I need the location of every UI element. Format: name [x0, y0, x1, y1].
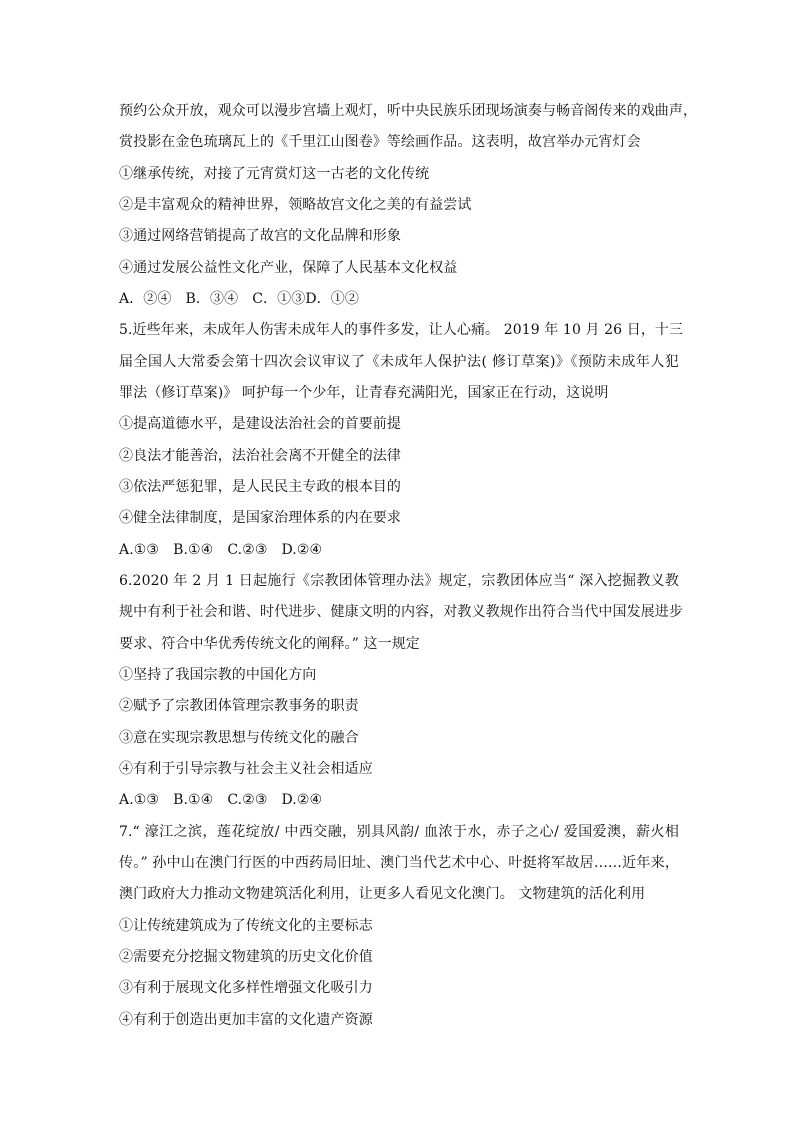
q7-choice-3: ③有利于展现文化多样性增强文化吸引力: [119, 980, 373, 996]
q7-choice-4: ④有利于创造出更加丰富的文化遗产资源: [119, 1012, 373, 1028]
q6-choice-2: ②赋予了宗教团体管理宗教事务的职责: [119, 698, 359, 714]
q4-choice-3: ③通过网络营销提高了故宫的文化品牌和形象: [119, 228, 401, 244]
q5-stem-line-2: 届全国人大常委会第十四次会议审议了《未成年人保护法( 修订草案)》《预防未成年人犯: [119, 354, 679, 370]
q4-options: [119, 289, 679, 309]
q6-option-d: D.②④: [281, 792, 323, 808]
q4-stem-line-2: 赏投影在金色琉璃瓦上的《千里江山图卷》等绘画作品。这表明，故宫举办元宵灯会: [119, 134, 641, 150]
q6-choice-3: ③意在实现宗教思想与传统文化的融合: [119, 730, 359, 746]
q6-option-c: C.②③: [227, 792, 268, 808]
q5-option-b: B.①④: [173, 542, 214, 558]
q7-choice-2: ②需要充分挖掘文物建筑的历史文化价值: [119, 949, 373, 965]
q5-choice-2: ②良法才能善治，法治社会离不开健全的法律: [119, 448, 401, 464]
q7-stem-line-2: 传。” 孙中山在澳门行医的中西药局旧址、澳门当代艺术中心、叶挺将军故居……近年来，: [119, 855, 679, 871]
q4-stem-line-1: 预约公众开放，观众可以漫步宫墙上观灯，听中央民族乐团现场演奏与畅音阁传来的戏曲声，: [119, 103, 698, 119]
q5-option-c: C.②③: [227, 542, 268, 558]
q5-stem-line-1: 5.近些年来，未成年人伤害未成年人的事件多发，让人心痛。 2019 年 10 月 26 日，十三: [119, 322, 684, 338]
q6-option-b: B.①④: [173, 792, 214, 808]
q6-options: [119, 790, 679, 810]
q4-option-cd: C．①③D．①②: [252, 291, 359, 307]
q6-choice-1: ①坚持了我国宗教的中国化方向: [119, 667, 317, 683]
q6-stem-line-2: 规中有利于社会和谐、时代进步、健康文明的内容，对教义教规作出符合当代中国发展进步: [119, 604, 683, 620]
q6-option-a: A.①③: [119, 792, 160, 808]
q4-choice-2: ②是丰富观众的精神世界，领略故宫文化之美的有益尝试: [119, 197, 472, 213]
q4-option-b: B．③④: [185, 291, 239, 307]
q7-stem-line-1: 7.“ 濠江之滨，莲花绽放/ 中西交融，别具风韵/ 血浓于水，赤子之心/ 爱国爱澳，薪火相: [119, 824, 679, 840]
q5-choice-3: ③依法严惩犯罪，是人民民主专政的根本目的: [119, 479, 401, 495]
q7-choice-1: ①让传统建筑成为了传统文化的主要标志: [119, 918, 373, 934]
q6-stem-line-3: 要求、符合中华优秀传统文化的阐释。” 这一规定: [119, 636, 420, 652]
q6-choice-4: ④有利于引导宗教与社会主义社会相适应: [119, 761, 373, 777]
q5-options: [119, 540, 679, 560]
q5-option-a: A.①③: [119, 542, 160, 558]
q5-choice-4: ④健全法律制度，是国家治理体系的内在要求: [119, 510, 401, 526]
q4-choice-4: ④通过发展公益性文化产业，保障了人民基本文化权益: [119, 260, 458, 276]
q5-option-d: D.②④: [281, 542, 323, 558]
q7-stem-line-3: 澳门政府大力推动文物建筑活化利用，让更多人看见文化澳门。 文物建筑的活化利用: [119, 886, 646, 902]
q5-stem-line-3: 罪法（修订草案)》 呵护每一个少年，让青春充满阳光，国家正在行动，这说明: [119, 385, 609, 401]
q4-option-a: A．②④: [119, 291, 172, 307]
q5-choice-1: ①提高道德水平，是建设法治社会的首要前提: [119, 416, 401, 432]
q6-stem-line-1: 6.2020 年 2 月 1 日起施行《宗教团体管理办法》规定，宗教团体应当“ 深入挖掘教义教: [119, 573, 679, 589]
q4-choice-1: ①继承传统，对接了元宵赏灯这一古老的文化传统: [119, 166, 430, 182]
